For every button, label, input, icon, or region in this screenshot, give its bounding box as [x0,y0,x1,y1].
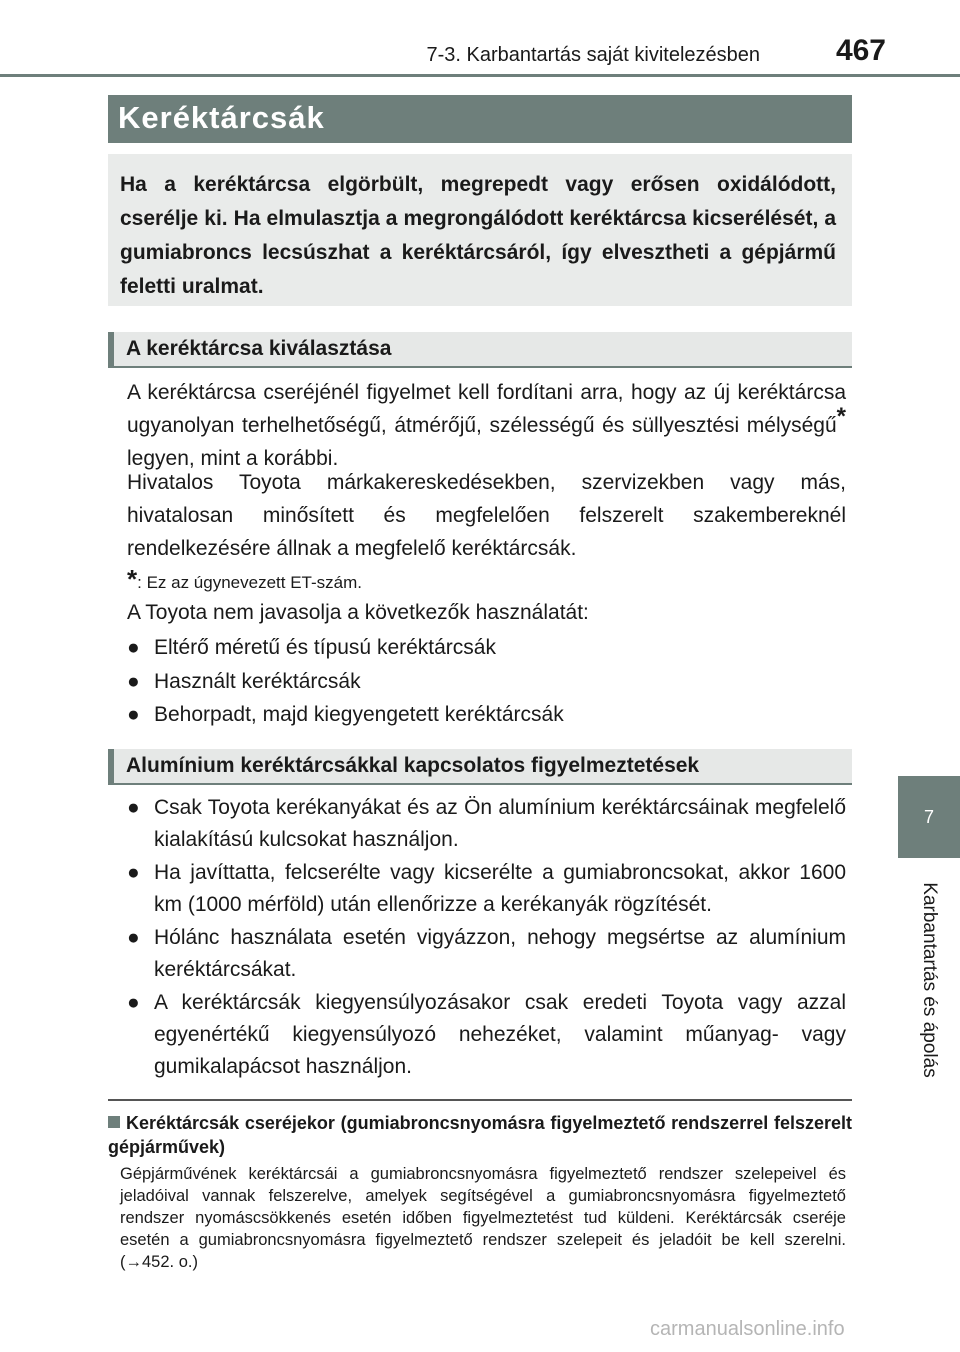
chapter-tab-label-text: Karbantartás és ápolás [919,882,940,1078]
list-item-text: Csak Toyota kerékanyákat és az Ön alumínium keréktárcsáinak megfelelő kialakítású kulcsokat használjon. [154,796,846,851]
list-item-text: Használt keréktárcsák [154,670,361,693]
chapter-title: 7-3. Karbantartás saját kivitelezésben [426,44,760,66]
bullet-icon: ● [127,636,140,659]
page-number: 467 [835,34,886,67]
square-bullet-icon [108,1116,120,1128]
section-divider [108,1099,852,1101]
bullet-icon: ● [127,796,140,819]
note-heading [108,1111,852,1159]
asterisk-mark: * [836,403,846,430]
list-item-text: A keréktárcsák kiegyensúlyozásakor csak eredeti Toyota vagy azzal egyenértékű kiegyensúlyozó nehezéket, valamint műanyag- vagy gumikalapácsot használjon. [154,991,846,1078]
bullet-icon: ● [127,670,140,693]
selection-para1-before: A keréktárcsa cseréjénél figyelmet kell fordítani arra, hogy az új keréktárcsa ugyanolyan terhelhetőségű, átmérőjű, szélességű és süllyesztési mélységű [127,381,846,437]
subheading-selection [108,332,852,368]
subheading-bar [108,749,114,785]
bullet-icon: ● [127,991,140,1014]
footnote-star: * [127,564,138,594]
selection-paragraph-2: Hivatalos Toyota márkakereskedésekben, szervizekben vagy más, hivatalosan minősített és megfelelően felszerelt szakembereknél rendelkezésére állnak a megfelelő keréktárcsák. [127,471,846,560]
bullet-icon: ● [127,703,140,726]
list-item [127,857,846,921]
header-rule [0,74,960,77]
footnote [127,564,362,595]
note-body: Gépjárművének keréktárcsái a gumiabroncsnyomásra figyelmeztető rendszer szelepeivel és jeladóival vannak felszerelve, amelyek segítségével a gumiabroncsnyomásra figyelmeztető rendszer nyomáscsökkenés esetén időben figyelmeztetést tud küldeni. Keréktárcsák cseréje esetén a gumiabroncsnyomásra figyelmeztető rendszer szelepeit és jeladóit be kell szerelni. (→452. o.) [120,1165,846,1271]
list-item-text: Ha javíttatta, felcserélte vagy kicserélte a gumiabroncsokat, akkor 1600 km (1000 mérföld) után ellenőrizze a kerékanyák rögzítését. [154,861,846,916]
list-item [127,666,846,698]
list-item-text: Eltérő méretű és típusú keréktárcsák [154,636,496,659]
chapter-tab-number[interactable]: 7 [898,776,960,858]
subheading-aluminium [108,749,852,785]
subheading-selection-text: A keréktárcsa kiválasztása [126,337,392,360]
list-item [127,632,846,664]
list-item [127,987,846,1083]
section-title: Keréktárcsák [118,100,325,135]
subheading-aluminium-text: Alumínium keréktárcsákkal kapcsolatos figyelmeztetések [126,754,700,777]
footnote-text: : Ez az úgynevezett ET-szám. [137,573,362,592]
intro-box [108,154,852,306]
note-heading-text: Keréktárcsák cseréjekor (gumiabroncsnyomásra figyelmeztető rendszerrel felszerelt gépjárművek) [108,1113,852,1157]
bullet-icon: ● [127,861,140,884]
list-item-text: Behorpadt, majd kiegyengetett keréktárcsák [154,703,564,726]
section-title-bar [108,95,852,143]
watermark: carmanualsonline.info [650,1318,845,1340]
list-item [127,792,846,856]
list-item [127,922,846,986]
selection-para1-after: legyen, mint a korábbi. [127,447,339,470]
not-recommended-intro: A Toyota nem javasolja a következők használatát: [127,601,589,624]
subheading-bar [108,332,114,368]
chapter-tab-label [898,870,960,1090]
list-item-text: Hólánc használata esetén vigyázzon, nehogy megsértse az alumínium keréktárcsákat. [154,926,846,981]
selection-paragraph-1 [127,376,846,475]
intro-text: Ha a keréktárcsa elgörbült, megrepedt vagy erősen oxidálódott, cserélje ki. Ha elmulasztja a megrongálódott keréktárcsa kicserélését, a gumiabroncs lecsúszhat a keréktárcsáról, így elvesztheti a gépjármű feletti uralmat. [120,173,836,298]
bullet-icon: ● [127,926,140,949]
list-item [127,699,846,731]
